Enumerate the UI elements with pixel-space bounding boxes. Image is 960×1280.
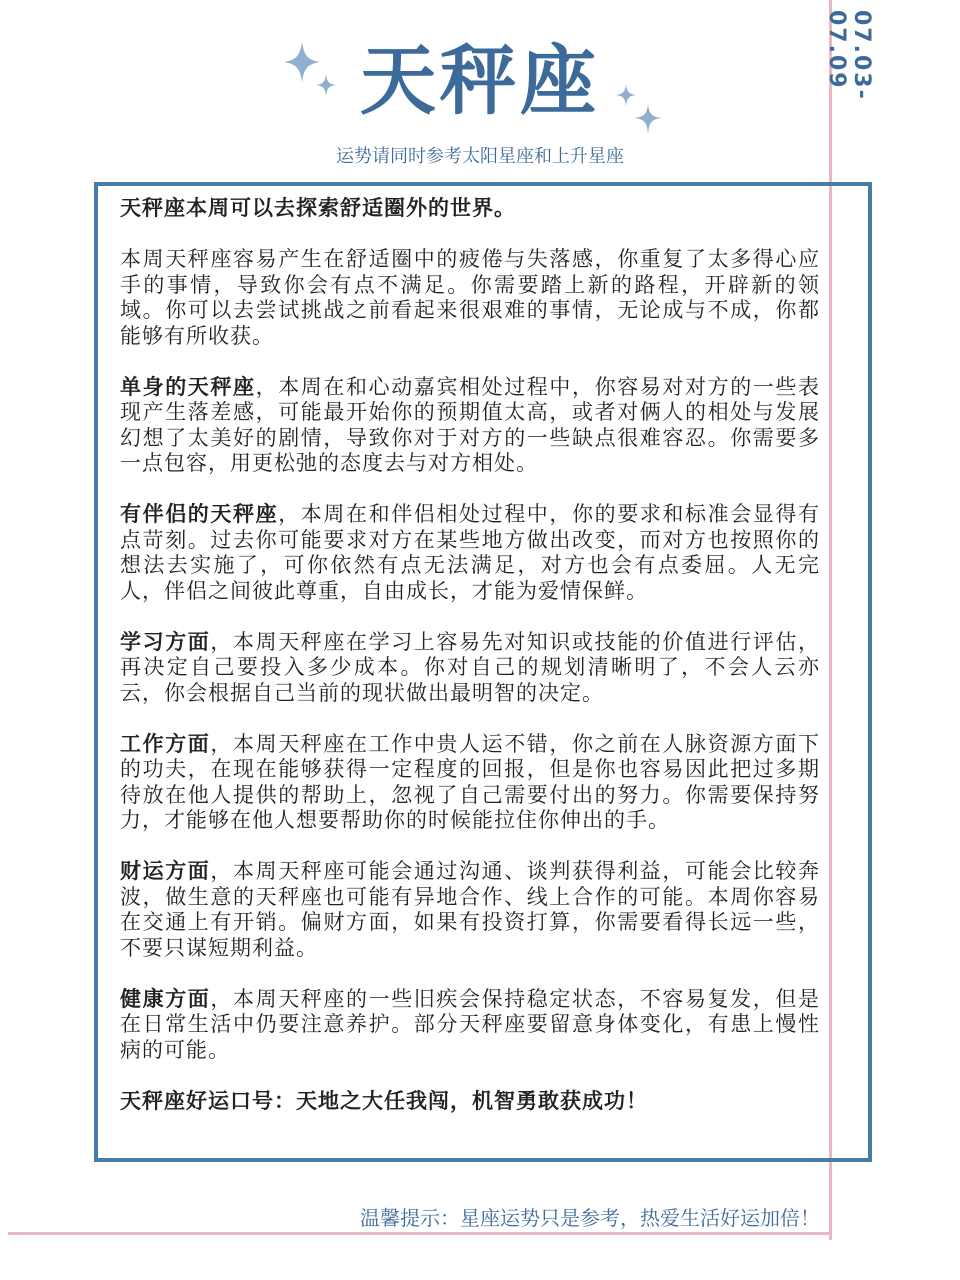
section-label: 健康方面 — [120, 986, 211, 1011]
decorative-horizontal-line — [8, 1232, 832, 1235]
section-label: 有伴侣的天秤座 — [120, 502, 279, 526]
intro-paragraph: 本周天秤座容易产生在舒适圈中的疲倦与失落感，你重复了太多得心应手的事情，导致你会有点不满足。你需要踏上新的路程，开辟新的领域。你可以去尝试挑战之前看起来很艰难的事情，无论成与不成，你都能够有所收获。 — [120, 247, 820, 348]
page-title: 天秤座 — [360, 36, 600, 125]
section-work — [120, 732, 820, 834]
section-text: ，本周天秤座在工作中贵人运不错，你之前在人脉资源方面下的功夫，在现在能够获得一定程度的回报，但是你也容易因此把过多期待放在他人提供的帮助上，忽视了自己需要付出的努力。你需要保持努力，才能够在他人想要帮助你的时候能拉住你伸出的手。 — [120, 731, 821, 832]
section-study — [120, 630, 820, 707]
sparkle-icon — [614, 82, 664, 138]
section-text: ，本周在和伴侣相处过程中，你的要求和标准会显得有点苛刻。过去你可能要求对方在某些地方做出改变，而对方也按照你的想法去实施了，可你依然有点无法满足，对方也会有点委屈。人无完人，伴侣之间彼此尊重，自由成长，才能为爱情保鲜。 — [120, 502, 821, 603]
section-text: ，本周天秤座可能会通过沟通、谈判获得利益，可能会比较奔波，做生意的天秤座也可能有异地合作、线上合作的可能。本周你容易在交通上有开销。偏财方面，如果有投资打算，你需要看得长远一些，不要只谋短期利益。 — [120, 859, 821, 960]
section-single — [120, 375, 820, 477]
section-partnered — [120, 502, 820, 604]
intro-heading: 天秤座本周可以去探索舒适圈外的世界。 — [120, 196, 516, 220]
footer-tip: 温馨提示：星座运势只是参考，热爱生活好运加倍！ — [360, 1206, 820, 1230]
section-finance — [120, 859, 820, 961]
date-range: 07.03-07.09 — [824, 10, 874, 101]
section-text: ，本周在和心动嘉宾相处过程中，你容易对对方的一些表现产生落差感，可能最开始你的预期值太高，或者对俩人的相处与发展幻想了太美好的剧情，导致你对于对方的一些缺点很难容忍。你需要多一点包容，用更松弛的态度去与对方相处。 — [120, 374, 821, 475]
lucky-slogan: 天秤座好运口号：天地之大任我闯，机智勇敢获成功！ — [120, 1088, 648, 1113]
subtitle: 运势请同时参考太阳星座和上升星座 — [336, 146, 624, 167]
section-label: 财运方面 — [120, 859, 211, 883]
section-text: ，本周天秤座的一些旧疾会保持稳定状态，不容易复发，但是在日常生活中仍要注意养护。部分天秤座要留意身体变化，有患上慢性病的可能。 — [120, 986, 821, 1062]
section-label: 单身的天秤座 — [120, 374, 256, 399]
section-label: 学习方面 — [120, 629, 211, 654]
section-label: 工作方面 — [120, 731, 211, 756]
horoscope-content — [120, 196, 820, 1140]
section-text: ，本周天秤座在学习上容易先对知识或技能的价值进行评估，再决定自己要投入多少成本。你对自己的规划清晰明了，不会人云亦云，你会根据自己当前的现状做出最明智的决定。 — [120, 629, 821, 705]
section-health — [120, 987, 820, 1064]
